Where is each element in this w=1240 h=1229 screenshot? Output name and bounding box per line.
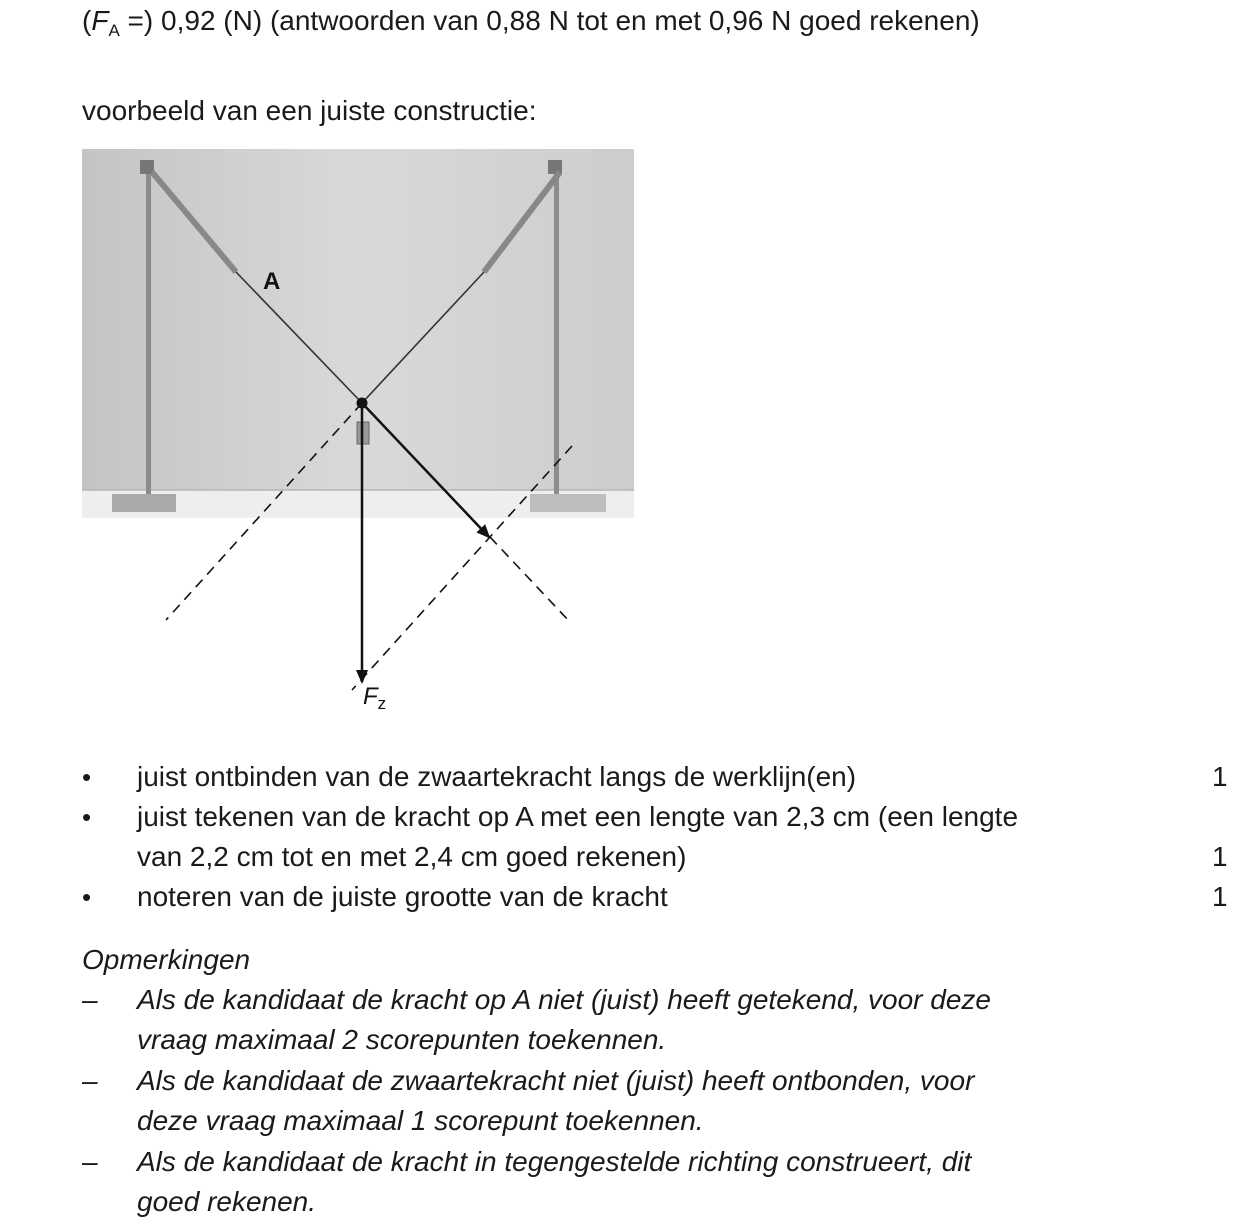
remark-text: Als de kandidaat de kracht in tegengestelde richting construeert, dit <box>137 1146 972 1177</box>
force-symbol: F <box>91 5 109 36</box>
right-stand-rod <box>554 165 559 495</box>
criterion-score: 1 <box>1212 761 1228 792</box>
remark-text: Als de kandidaat de kracht op A niet (juist) heeft getekend, voor deze <box>137 984 991 1015</box>
criterion-text: juist tekenen van de kracht op A met een lengte van 2,3 cm (een lengte <box>137 801 1019 832</box>
label-fz: $F_z$ <box>363 683 387 713</box>
dash: – <box>82 1146 98 1177</box>
right-stand-base <box>530 494 606 512</box>
answer-open: ( <box>82 5 92 36</box>
criterion-score: 1 <box>1212 841 1228 872</box>
bullet: • <box>82 762 92 792</box>
remark-text: Als de kandidaat de zwaartekracht niet (juist) heeft ontbonden, voor <box>137 1065 975 1096</box>
criterion-text: noteren van de juiste grootte van de kracht <box>137 881 668 912</box>
force-subscript: A <box>108 21 120 40</box>
remark-text: goed rekenen. <box>137 1186 317 1217</box>
remarks-title: Opmerkingen <box>82 944 251 975</box>
photo <box>82 149 634 518</box>
remark-text: vraag maximaal 2 scorepunten toekennen. <box>137 1024 667 1055</box>
remark-text: deze vraag maximaal 1 scorepunt toekennen. <box>137 1105 704 1136</box>
label-a: A <box>263 268 281 295</box>
answer-line <box>82 4 980 48</box>
criterion-text: van 2,2 cm tot en met 2,4 cm goed rekenen) <box>137 841 687 872</box>
left-stand-rod <box>146 165 151 495</box>
intro-text: voorbeeld van een juiste constructie: <box>82 95 537 126</box>
dashed-line-right-lower <box>490 537 570 622</box>
dash: – <box>82 1065 98 1096</box>
criterion-score: 1 <box>1212 881 1228 912</box>
answer-value: =) 0,92 (N) (antwoorden van 0,88 N tot en met 0,96 N goed rekenen) <box>119 5 980 36</box>
attachment-point <box>357 398 368 409</box>
left-stand-base <box>112 494 176 512</box>
bullet: • <box>82 882 92 912</box>
dash: – <box>82 984 98 1015</box>
construction-figure <box>0 140 700 720</box>
bullet: • <box>82 802 92 832</box>
criterion-text: juist ontbinden van de zwaartekracht langs de werklijn(en) <box>137 761 857 792</box>
